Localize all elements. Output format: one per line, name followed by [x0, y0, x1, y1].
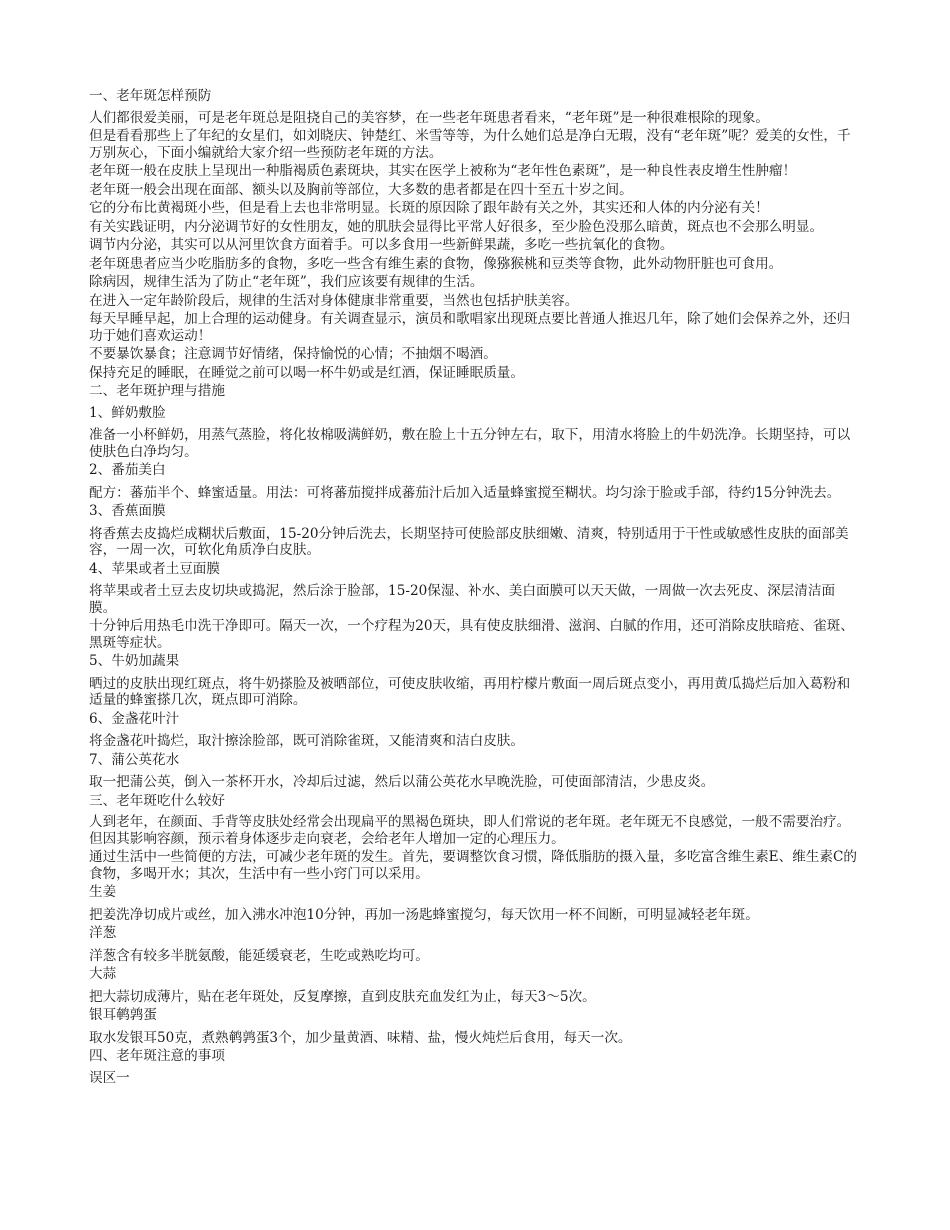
paragraph: 人到老年，在颜面、手背等皮肤处经常会出现扁平的黑褐色斑块，即人们常说的老年斑。老年斑无不良感觉，一般不需要治疗。但因其影响容颜，预示着身体逐步走向衰老，会给老年人增加一定的心理压力。	[89, 814, 851, 847]
paragraph: 但是看看那些上了年纪的女星们，如刘晓庆、钟楚红、米雪等等，为什么她们总是净白无瑕，没有“老年斑”呢？爱美的女性，千万别灰心，下面小编就给大家介绍一些预防老年斑的方法。	[89, 128, 851, 161]
paragraph: 将金盏花叶捣烂，取汁擦涂脸部，既可消除雀斑，又能清爽和洁白皮肤。	[89, 733, 524, 749]
paragraph: 在进入一定年龄阶段后，规律的生活对身体健康非常重要，当然也包括护肤美容。	[89, 292, 579, 309]
paragraph: 准备一小杯鲜奶，用蒸气蒸脸，将化妆棉吸满鲜奶，敷在脸上十五分钟左右，取下，用清水将脸上的牛奶洗净。长期坚持，可以使肤色白净均匀。	[89, 427, 851, 460]
paragraph: 配方：蕃茄半个、蜂蜜适量。用法：可将蕃茄搅拌成蕃茄汁后加入适量蜂蜜搅至糊状。均匀涂于脸或手部，待约15分钟洗去。	[89, 484, 841, 501]
paragraph: 通过生活中一些简便的方法，可减少老年斑的发生。首先，要调整饮食习惯，降低脂肪的摄入量，多吃富含维生素E、维生素C的食物，多喝开水；其次，生活中有一些小窍门可以采用。	[89, 849, 857, 882]
sub-heading: 5、牛奶加蔬果	[89, 653, 180, 669]
paragraph: 老年斑一般会出现在面部、额头以及胸前等部位，大多数的患者都是在四十至五十岁之间。	[89, 181, 633, 198]
section-heading: 二、老年斑护理与措施	[89, 383, 225, 399]
paragraph: 把大蒜切成薄片，贴在老年斑处，反复摩擦，直到皮肤充血发红为止，每天3～5次。	[89, 988, 596, 1005]
paragraph: 取一把蒲公英，倒入一茶杯开水，冷却后过滤，然后以蒲公英花水早晚洗脸，可使面部清洁，少患皮炎。	[89, 774, 715, 790]
paragraph: 把姜洗净切成片或丝，加入沸水冲泡10分钟，再加一汤匙蜂蜜搅匀，每天饮用一杯不间断，可明显减轻老年斑。	[89, 906, 759, 923]
paragraph: 调节内分泌，其实可以从河里饮食方面着手。可以多食用一些新鲜果蔬，多吃一些抗氧化的食物。	[89, 237, 674, 253]
sub-heading: 误区一	[89, 1069, 130, 1086]
paragraph: 人们都很爱美丽，可是老年斑总是阻挠自己的美容梦，在一些老年斑患者看来，“老年斑”是一种很难根除的现象。	[89, 109, 769, 126]
paragraph: 将苹果或者土豆去皮切块或捣泥，然后涂于脸部，15-20保湿、补水、美白面膜可以天天做，一周做一次去死皮、深层清洁面膜。	[89, 583, 836, 616]
paragraph: 洋葱含有较多半胱氨酸，能延缓衰老，生吃或熟吃均可。	[89, 947, 429, 964]
sub-heading: 1、鲜奶敷脸	[89, 404, 166, 421]
paragraph: 十分钟后用热毛巾洗干净即可。隔天一次，一个疗程为20天，具有使皮肤细滑、滋润、白腻的作用，还可消除皮肤暗疮、雀斑、黑斑等症状。	[89, 618, 854, 651]
sub-heading: 6、金盏花叶汁	[89, 710, 180, 727]
paragraph: 除病因，规律生活为了防止“老年斑”，我们应该要有规律的生活。	[89, 274, 484, 290]
sub-heading: 4、苹果或者土豆面膜	[89, 560, 220, 577]
paragraph: 它的分布比黄褐斑小些，但是看上去也非常明显。长斑的原因除了跟年龄有关之外，其实还和人体的内分泌有关！	[89, 200, 769, 216]
sub-heading: 洋葱	[89, 925, 117, 941]
paragraph: 晒过的皮肤出现红斑点，将牛奶搽脸及被晒部位，可使皮肤收缩，再用柠檬片敷面一周后斑点变小，再用黄瓜捣烂后加入葛粉和适量的蜂蜜搽几次，斑点即可消除。	[89, 675, 851, 708]
paragraph: 不要暴饮暴食；注意调节好情绪，保持愉悦的心情；不抽烟不喝酒。	[89, 346, 497, 362]
paragraph: 老年斑患者应当少吃脂肪多的食物，多吃一些含有维生素的食物，像猕猴桃和豆类等食物，此外动物肝脏也可食用。	[89, 255, 783, 272]
sub-heading: 7、蒲公英花水	[89, 751, 180, 768]
sub-heading: 银耳鹌鹑蛋	[89, 1007, 157, 1023]
document-body	[89, 88, 861, 1092]
paragraph: 老年斑一般在皮肤上呈现出一种脂褐质色素斑块，其实在医学上被称为“老年性色素斑”，是一种良性表皮增生性肿瘤！	[89, 163, 797, 179]
paragraph: 每天早睡早起，加上合理的运动健身。有关调查显示，演员和歌唱家出现斑点要比普通人推迟几年，除了她们会保养之外，还归功于她们喜欢运动！	[89, 311, 851, 344]
sub-heading: 3、香蕉面膜	[89, 503, 166, 519]
section-heading: 四、老年斑注意的事项	[89, 1048, 225, 1064]
paragraph: 保持充足的睡眠，在睡觉之前可以喝一杯牛奶或是红酒，保证睡眠质量。	[89, 364, 524, 381]
paragraph: 有关实践证明，内分泌调节好的女性朋友，她的肌肤会显得比平常人好很多，至少脸色没那么暗黄，斑点也不会那么明显。	[89, 218, 824, 235]
sub-heading: 大蒜	[89, 966, 117, 982]
section-heading: 三、老年斑吃什么较好	[89, 792, 225, 809]
section-heading: 一、老年斑怎样预防	[89, 88, 212, 104]
sub-heading: 生姜	[89, 884, 117, 900]
sub-heading: 2、番茄美白	[89, 462, 166, 478]
paragraph: 取水发银耳50克，煮熟鹌鹑蛋3个，加少量黄酒、味精、盐，慢火炖烂后食用，每天一次。	[89, 1029, 632, 1046]
paragraph: 将香蕉去皮捣烂成糊状后敷面，15-20分钟后洗去，长期坚持可使脸部皮肤细嫩、清爽，特别适用于干性或敏感性皮肤的面部美容，一周一次，可软化角质净白皮肤。	[89, 525, 849, 558]
